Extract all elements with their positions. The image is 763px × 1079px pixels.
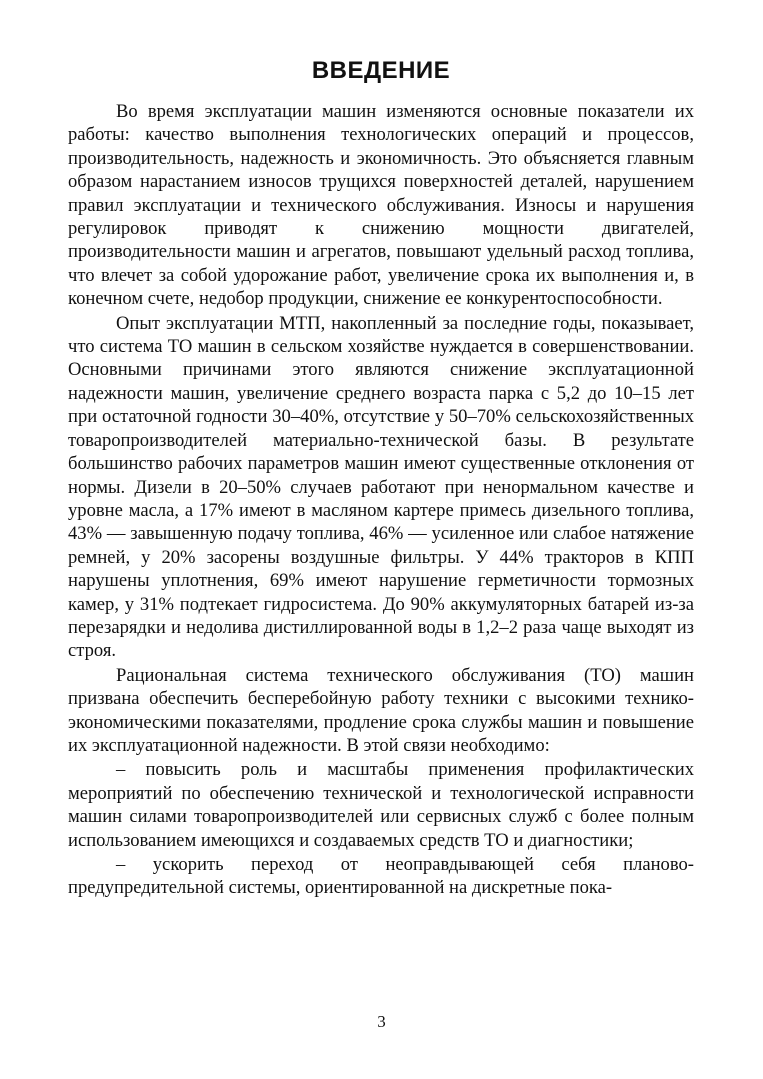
document-page <box>68 52 694 901</box>
paragraph-intro: Во время эксплуатации машин изменяются основные показатели их работы: качество выполнения технологических операций и процессов, производительность, надежность и экономичность. Это объясняется главным образом нарастанием износов трущихся поверхностей деталей, нарушением правил эксплуатации и технического обслуживания. Износы и нарушения регулировок приводят к снижению мощности двигателей, производительности машин и агрегатов, повышают удельный расход топлива, что влечет за собой удорожание работ, увеличение срока их выполнения и, в конечном счете, недобор продукции, снижение ее конкурентоспособности. <box>68 101 694 310</box>
page-number: 3 <box>377 1012 386 1031</box>
page-title: ВВЕДЕНИЕ <box>311 57 451 84</box>
list-item-prevention: – повысить роль и масштабы применения профилактических мероприятий по обеспечению технической и технологической исправности машин силами товаропроизводителей или сервисных служб с более полным использованием имеющихся и создаваемых средств ТО и диагностики; <box>68 759 694 851</box>
paragraph-experience: Опыт эксплуатации МТП, накопленный за последние годы, показывает, что система ТО машин в сельском хозяйстве нуждается в совершенствовании. Основными причинами этого являются снижение эксплуатационной надежности машин, увеличение среднего возраста парка с 5,2 до 10–15 лет при остаточной годности 30–40%, отсутствие у 50–70% сельскохозяйственных товаропроизводителей материально-технической базы. В результате большинство рабочих параметров машин имеют существенные отклонения от нормы. Дизели в 20–50% случаев работают при ненормальном качестве и уровне масла, а 17% имеют в масляном картере примесь дизельного топлива, 43% — завышенную подачу топлива, 46% — усиленное или слабое натяжение ремней, у 20% засорены воздушные фильтры. У 44% тракторов в КПП нарушены уплотнения, 69% имеют нарушение герметичности тормозных камер, у 31% подтекает гидросистема. До 90% аккумуляторных батарей из-за перезарядки и недолива дистиллированной воды в 1,2–2 раза чаще выходят из строя. <box>68 312 694 662</box>
list-item-transition: – ускорить переход от неоправдывающей себя планово-предупредительной системы, ориентированной на дискретные пока- <box>68 854 694 899</box>
paragraph-rational-system: Рациональная система технического обслуживания (ТО) машин призвана обеспечить бесперебойную работу техники с высокими технико-экономическими показателями, продление срока службы машин и повышение их эксплуатационной надежности. В этой связи необходимо: <box>68 664 694 756</box>
